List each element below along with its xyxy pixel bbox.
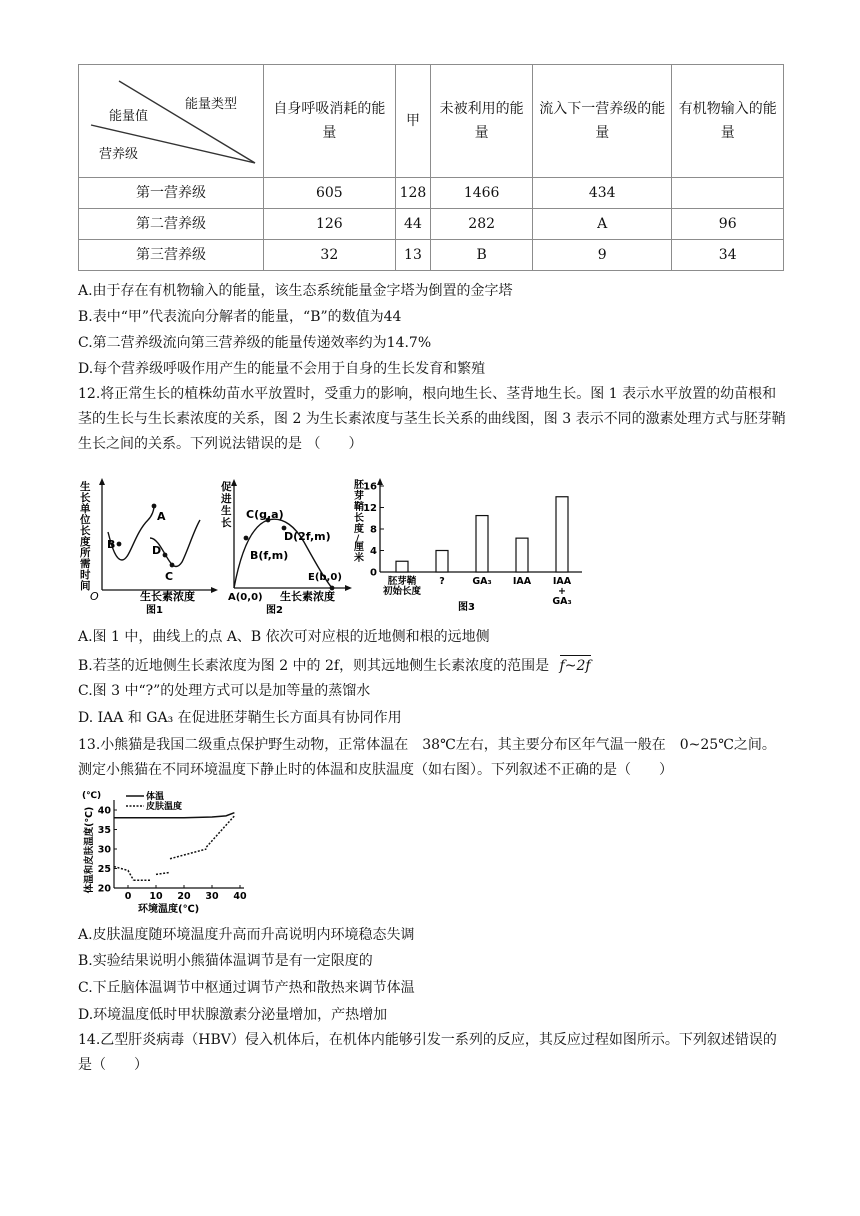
q12-option-b [78, 655, 591, 675]
fig3-tick-label: 4 [370, 546, 377, 557]
fig1-ylabel-char: 度 [80, 536, 91, 548]
fig13-y-tick-label: 35 [97, 825, 111, 836]
table-cell: 96 [672, 209, 784, 240]
fig3-ylabel-sep: / [356, 534, 360, 544]
fig13-y-tick-label: 30 [97, 844, 111, 856]
q12-option-a: A.图 1 中，曲线上的点 A、B 依次可对应根的近地侧和根的远地侧 [78, 629, 490, 645]
fig13-y-axis-label-text: 体温和皮肤温度(℃) [84, 806, 95, 894]
q12-option-b-text: B.若茎的近地侧生长素浓度为图 2 中的 2f，则其远地侧生长素浓度的范围是 [78, 658, 550, 674]
fig3-category-label: IAA [552, 576, 572, 587]
fig1-ylabel-char: 长 [80, 525, 91, 537]
fig3-bar [396, 561, 408, 572]
fig2-label-d: D(2f,m) [284, 530, 331, 543]
fig3-tick-label: 16 [363, 481, 377, 493]
q13-stem: 13.小熊猫是我国二级重点保护野生动物，正常体温在 38℃左右，其主要分布区年气温一般在 0~25℃之间。测定小熊猫在不同环境温度下静止时的体温和皮肤温度（如右图）。下列叙述不正确的是（ ） [78, 737, 776, 778]
header-organic-input: 有机物输入的能量 [672, 65, 784, 178]
legend-skin-temp-label: 皮肤温度 [146, 802, 183, 812]
q11-option-a: A.由于存在有机物输入的能量，该生态系统能量金字塔为倒置的金字塔 [78, 283, 513, 299]
fig3-y-ticks [363, 482, 384, 579]
q12-option-d: D. IAA 和 GA₃ 在促进胚芽鞘生长方面具有协同作用 [78, 710, 402, 726]
row-level-label: 第二营养级 [79, 209, 264, 240]
fig13-x-tick-label: 30 [205, 891, 219, 902]
fig1-ylabel-char: 位 [80, 514, 91, 526]
table-cell: 9 [533, 240, 672, 271]
table-row [79, 240, 784, 271]
q13-option-c: C.下丘脑体温调节中枢通过调节产热和散热来调节体温 [78, 980, 415, 996]
fig2-label-e: E(b,0) [308, 572, 342, 583]
fig1-x-axis-label: 生长素浓度 [140, 590, 195, 603]
fig3-ylabel-char: 厘 [354, 542, 364, 553]
table-cell: 13 [395, 240, 431, 271]
fig1-label-c: C [165, 570, 174, 583]
table-cell: 126 [264, 209, 395, 240]
fig3-y-arrow [377, 478, 383, 485]
fig3-ylabel-char: 芽 [354, 491, 364, 502]
table-cell: 128 [395, 178, 431, 209]
header-unused: 未被利用的能量 [431, 65, 533, 178]
fig2-y-arrow [231, 479, 237, 486]
fig3-ylabel-char: 鞘 [354, 502, 364, 513]
fig1-point-c [170, 563, 175, 568]
fig1-y-axis-label [79, 480, 91, 592]
fig1-ylabel-char: 单 [80, 503, 91, 515]
fig1-point-a [152, 504, 157, 509]
body-temperature-line [114, 813, 234, 818]
fig3-category-label: ? [439, 576, 445, 587]
fig2-x-axis-label: 生长素浓度 [280, 590, 335, 603]
table-row [79, 209, 784, 240]
fig2-ylabel-char: 促 [221, 481, 232, 493]
q11-option-b: B.表中“甲”代表流向分解者的能量，“B”的数值为44 [78, 309, 402, 325]
header-respiration: 自身呼吸消耗的能量 [264, 65, 395, 178]
table-cell: 44 [395, 209, 431, 240]
table-cell: 1466 [431, 178, 533, 209]
fig3-bar [516, 538, 528, 572]
header-next-level: 流入下一营养级的能量 [533, 65, 672, 178]
fig13-x-tick-label: 10 [149, 891, 163, 902]
table-cell [672, 178, 784, 209]
table-cell: A [533, 209, 672, 240]
fig3-bar [556, 497, 568, 572]
fig1-caption: 图1 [146, 605, 163, 616]
fig3-tick-label: 8 [370, 524, 377, 536]
fig3-ylabel-char: 米 [354, 553, 364, 564]
q13-temperature-chart [78, 788, 250, 918]
fig13-y-tick-label: 20 [97, 883, 111, 895]
table-cell: 605 [264, 178, 395, 209]
fig1-ylabel-char: 时 [80, 569, 91, 581]
fig1-label-a: A [157, 510, 166, 523]
fig13-series [114, 813, 234, 880]
fig3-category-label: 初始长度 [382, 586, 422, 597]
fig13-x-tick-label: 40 [233, 891, 247, 902]
corner-energy-type-label: 能量类型 [185, 97, 238, 112]
fig3-category-label: IAA [512, 576, 532, 587]
fig13-y-axis-label [83, 807, 95, 894]
row-level-label: 第三营养级 [79, 240, 264, 271]
fig2-ylabel-char: 长 [221, 517, 232, 529]
fig1-ylabel-char: 生 [80, 481, 91, 493]
legend-body-temp-label: 体温 [146, 792, 165, 802]
fig3-category-label: GA₃ [472, 576, 492, 587]
fig1-ylabel-char: 需 [80, 558, 91, 570]
header-jia: 甲 [395, 65, 431, 178]
energy-table [78, 64, 784, 271]
fig3-category-label: + [558, 586, 566, 597]
q12-option-c: C.图 3 中“?”的处理方式可以是加等量的蒸馏水 [78, 683, 371, 699]
fig2-label-b: B(f,m) [250, 549, 289, 562]
table-header-row [79, 65, 784, 178]
fig1-curve-root [108, 506, 154, 560]
fig13-y-tick-label: 25 [97, 864, 111, 875]
q14-stem: 14.乙型肝炎病毒（HBV）侵入机体后，在机体内能够引发一系列的反应，其反应过程如图所示。下列叙述错误的是（ ） [78, 1032, 777, 1073]
fig1-ylabel-char: 所 [80, 547, 91, 559]
fig3-ylabel-char: 长 [354, 513, 364, 524]
table-cell: B [431, 240, 533, 271]
fig1-ylabel-char: 间 [80, 580, 91, 592]
fig13-x-tick-label: 20 [177, 891, 191, 902]
fig3-ylabel-char: 胚 [354, 480, 364, 491]
skin-temperature-segment [156, 872, 170, 874]
fig2-x-arrow [345, 585, 352, 591]
fig3-ylabel-char: 度 [354, 524, 364, 535]
q13-option-a: A.皮肤温度随环境温度升高而升高说明内环境稳态失调 [78, 927, 415, 943]
fig3-tick-label: 0 [370, 567, 377, 579]
fig1-point-d [163, 553, 168, 558]
fig1-x-arrow [211, 587, 218, 593]
q12-figure-2 [220, 476, 352, 616]
fig2-label-a: A(0,0) [228, 592, 263, 603]
fig1-ylabel-char: 长 [80, 492, 91, 504]
fig3-caption: 图3 [458, 602, 475, 613]
fig3-category-label: 胚芽鞘 [387, 576, 417, 587]
fig13-x-axis-label: 环境温度(℃) [138, 904, 200, 915]
fig2-ylabel-char: 进 [221, 493, 232, 505]
fig1-origin-label: O [90, 590, 99, 603]
fig3-bars [396, 497, 568, 572]
q12-stem: 12.将正常生长的植株幼苗水平放置时，受重力的影响，根向地生长、茎背地生长。图 1 表示水平放置的幼苗根和茎的生长与生长素浓度的关系，图 2 为生长素浓度与茎生长关系的曲线图，图 3 表示不同的激素处理方式与胚芽鞘生长之间的关系。下列说法错误的是 （ ） [78, 386, 786, 452]
table-cell: 282 [431, 209, 533, 240]
row-level-label: 第一营养级 [79, 178, 264, 209]
table-cell: 434 [533, 178, 672, 209]
q13-option-b: B.实验结果说明小熊猫体温调节是有一定限度的 [78, 953, 373, 969]
fig1-label-d: D [152, 544, 162, 557]
fig2-label-c: C(g,a) [246, 508, 284, 521]
fig13-y-tick-label: 40 [97, 805, 111, 817]
table-row [79, 178, 784, 209]
fig1-label-b: B [107, 538, 116, 551]
fig1-y-arrow [99, 478, 105, 485]
fig3-bar [476, 516, 488, 572]
skin-temperature-segment [170, 849, 206, 859]
skin-temperature-segment [206, 816, 234, 847]
fig13-y-unit: (℃) [82, 791, 102, 801]
q12-figure-1 [78, 476, 220, 616]
corner-trophic-level-label: 营养级 [99, 147, 139, 162]
q12-option-b-math: f~2f [560, 655, 591, 675]
fig3-category-label: GA₃ [552, 596, 572, 607]
corner-energy-value-label: 能量值 [109, 109, 149, 124]
q11-option-d: D.每个营养级呼吸作用产生的能量不会用于自身的生长发育和繁殖 [78, 361, 486, 377]
fig3-tick-label: 12 [363, 503, 377, 514]
fig2-ylabel-char: 生 [221, 505, 232, 517]
fig13-x-tick-label: 0 [124, 891, 132, 902]
fig2-point-b [244, 536, 249, 541]
q13-option-d: D.环境温度低时甲状腺激素分泌量增加，产热增加 [78, 1007, 388, 1023]
fig2-y-axis-label [220, 480, 232, 529]
fig3-bar [436, 551, 448, 573]
fig2-caption: 图2 [266, 605, 283, 616]
q12-figure-3 [352, 476, 588, 616]
table-cell: 32 [264, 240, 395, 271]
q11-option-c: C.第二营养级流向第三营养级的能量传递效率约为14.7% [78, 335, 432, 351]
fig3-category-labels [382, 575, 572, 607]
table-cell: 34 [672, 240, 784, 271]
table-corner-cell [79, 65, 264, 178]
fig1-point-b [117, 542, 122, 547]
